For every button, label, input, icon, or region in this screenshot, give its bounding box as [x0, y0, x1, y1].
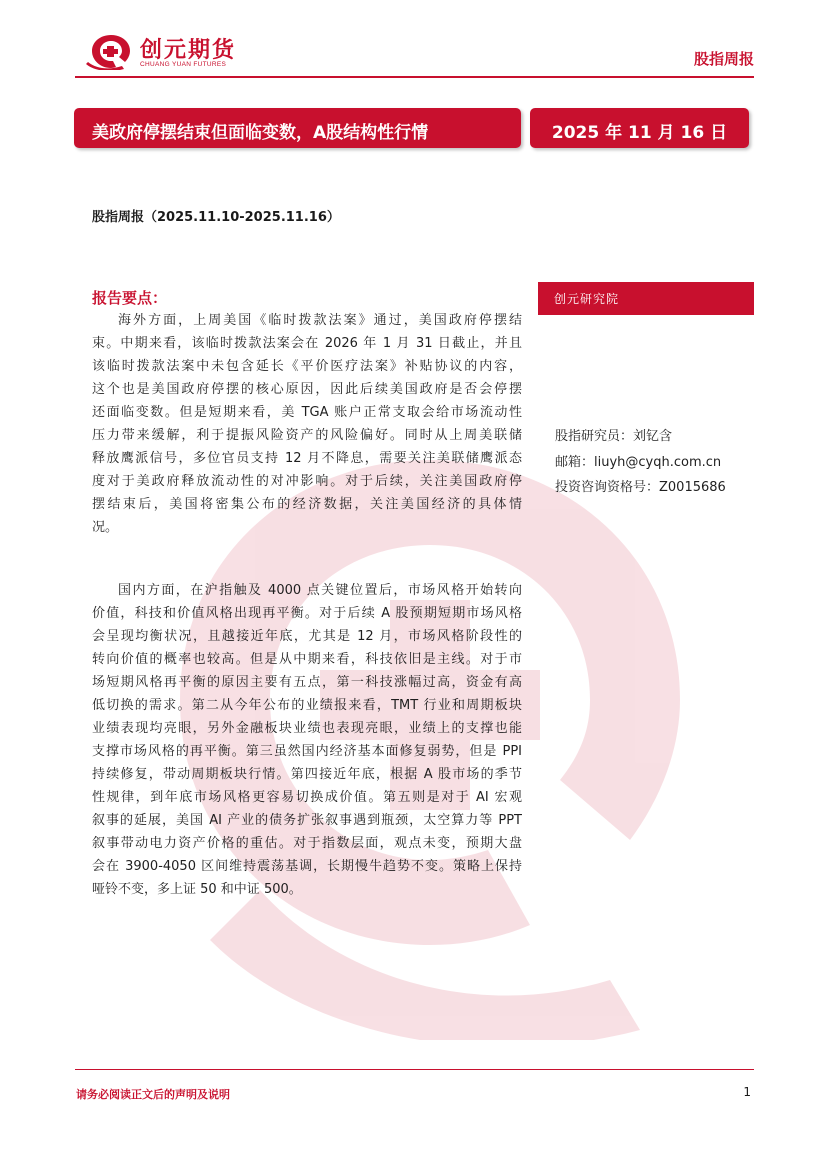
text-line: 度对于美政府释放流动性的对冲影响。对于后续，关注美国政府停 [92, 474, 522, 489]
text-line: 释放鹰派信号，多位官员支持 12 月不降息，需要关注美联储鹰派态 [92, 451, 522, 466]
report-type-label: 股指周报 [693, 50, 754, 68]
footer-divider [75, 1069, 754, 1070]
paragraph-domestic [92, 579, 522, 901]
paragraph-overseas [92, 309, 522, 539]
institute-name: 创元研究院 [554, 292, 620, 306]
analyst-email[interactable]: 邮箱：liuyh@cyqh.com.cn [555, 455, 722, 470]
text-line: 叙事的延展，美国 AI 产业的债务扩张叙事遇到瓶颈，太空算力等 PPT [92, 813, 522, 828]
section-heading: 报告要点： [92, 289, 168, 307]
institute-banner [538, 282, 754, 315]
text-line: 这个也是美国政府停摆的核心原因，因此后续美国政府是否会停摆 [92, 382, 522, 397]
text-line: 国内方面，在沪指触及 4000 点关键位置后，市场风格开始转向 [118, 583, 522, 598]
company-logo [86, 30, 246, 72]
text-line: 转向价值的概率也较高。但是从中期来看，科技依旧是主线。对于市 [92, 652, 522, 667]
text-line: 摆结束后，美国将密集公布的经济数据，关注美国经济的具体情 [92, 497, 522, 512]
text-line: 支撑市场风格的再平衡。第三虽然国内经济基本面修复弱势，但是 PPI [92, 744, 522, 759]
page-number: 1 [743, 1085, 751, 1099]
header-divider [75, 76, 754, 78]
footer-disclaimer: 请务必阅读正文后的声明及说明 [76, 1088, 230, 1101]
report-subtitle: 股指周报（2025.11.10-2025.11.16） [92, 210, 340, 225]
analyst-name: 股指研究员：刘钇含 [555, 429, 673, 444]
text-line: 压力带来缓解，利于提振风险资产的风险偏好。同时从上周美联储 [92, 428, 522, 443]
text-line: 束。中期来看，该临时拨款法案会在 2026 年 1 月 31 日截止，并且 [92, 336, 522, 351]
text-line: 持续修复，带动周期板块行情。第四接近年底，根据 A 股市场的季节 [92, 767, 522, 782]
text-line: 海外方面，上周美国《临时拨款法案》通过，美国政府停摆结 [118, 313, 522, 328]
text-line: 业绩表现均亮眼，另外金融板块业绩也表现亮眼，业绩上的支撑也能 [92, 721, 522, 736]
text-line: 性规律，到年底市场风格更容易切换成价值。第五则是对于 AI 宏观 [92, 790, 522, 805]
text-line: 价值，科技和价值风格出现再平衡。对于后续 A 股预期短期市场风格 [92, 606, 522, 621]
text-line: 哑铃不变，多上证 50 和中证 500。 [92, 882, 302, 897]
text-line: 会呈现均衡状况，且越接近年底，尤其是 12 月，市场风格阶段性的 [92, 629, 522, 644]
text-line: 况。 [92, 520, 119, 535]
text-line: 还面临变数。但是短期来看，美 TGA 账户正常支取会给市场流动性 [92, 405, 522, 420]
analyst-license: 投资咨询资格号：Z0015686 [555, 480, 726, 495]
text-line: 叙事带动电力资产价格的重估。对于指数层面，观点未变，预期大盘 [92, 836, 522, 851]
text-line: 该临时拨款法案中未包含延长《平价医疗法案》补贴协议的内容， [92, 359, 522, 374]
title-banner [74, 108, 521, 148]
report-title: 美政府停摆结束但面临变数，A股结构性行情 [92, 123, 429, 143]
text-line: 会在 3900-4050 区间维持震荡基调，长期慢牛趋势不变。策略上保持 [92, 859, 522, 874]
logo-name: 创元期货 [140, 37, 237, 63]
date-banner [530, 108, 749, 148]
logo-icon [86, 32, 136, 70]
report-date: 2025 年 11 月 16 日 [551, 123, 728, 143]
logo-english-name: CHUANG YUAN FUTURES [140, 61, 227, 68]
text-line: 低切换的需求。第二从今年公布的业绩报来看，TMT 行业和周期板块 [92, 698, 522, 713]
text-line: 场短期风格再平衡的原因主要有五点，第一科技涨幅过高，资金有高 [92, 675, 522, 690]
